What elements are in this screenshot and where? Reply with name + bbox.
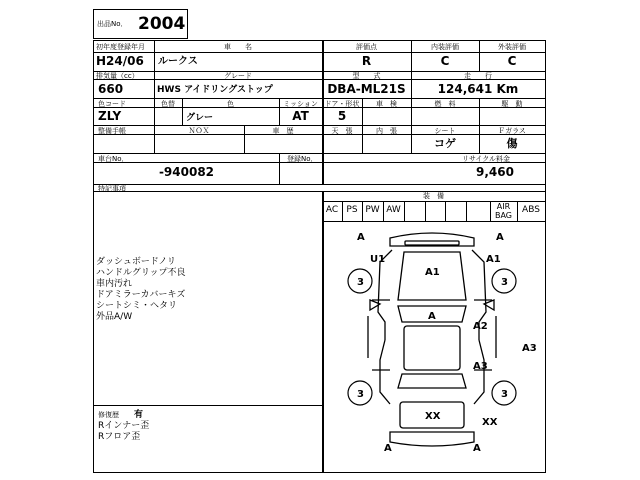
- mileage-value: 124,641 Km: [437, 82, 519, 96]
- interior-trim-label: 内 張: [376, 127, 397, 135]
- lot-label: 出品No．: [97, 20, 128, 28]
- chassis-label: 車台No．: [98, 155, 129, 163]
- seat-value: コゲ: [434, 137, 456, 150]
- equipment-label: 装 備: [423, 192, 444, 200]
- mark-fr-wheel: 3: [501, 277, 508, 288]
- color-value: グレー: [186, 113, 214, 123]
- mark-xx-bumper: XX: [482, 417, 498, 428]
- note-item: 車内汚れ: [96, 279, 133, 289]
- nox-label: ＮＯＸ: [188, 127, 210, 135]
- exterior-label: 外装評価: [498, 43, 526, 51]
- mark-xx-rear: XX: [425, 411, 441, 422]
- drive-label: 駆 動: [501, 100, 523, 108]
- interior-value: C: [440, 54, 450, 68]
- equip-abs: ABS: [522, 205, 540, 215]
- car-name-label: 車 名: [224, 43, 252, 51]
- equip-ps: PS: [346, 205, 358, 215]
- grade-label: グレード: [224, 72, 252, 80]
- mark-a1-right: A1: [486, 254, 501, 265]
- repair-item: Rフロア歪: [98, 432, 141, 442]
- mission-label: ミッション: [283, 100, 318, 108]
- mark-a3-side: A3: [522, 343, 537, 354]
- model-label: 型 式: [352, 72, 381, 80]
- mileage-label: 走 行: [464, 72, 492, 80]
- color-code-value: ZLY: [98, 109, 122, 123]
- color-code-label: 色コード: [98, 100, 126, 108]
- exterior-value: C: [507, 54, 517, 68]
- mark-rl-wheel: 3: [357, 389, 364, 400]
- equip-pw: PW: [365, 205, 380, 215]
- note-item: ドアミラーカバーキズ: [96, 290, 186, 300]
- mark-front-right: A: [496, 232, 504, 243]
- mark-roof: A: [428, 311, 436, 322]
- equip-airbag: AIR BAG: [494, 202, 513, 220]
- notes-label: 特記事項: [98, 185, 126, 193]
- model-value: DBA-ML21S: [327, 82, 406, 96]
- equip-ac: AC: [325, 205, 339, 215]
- lot-number: 2004: [138, 14, 186, 34]
- inspection-label: 車 検: [376, 100, 397, 108]
- fuel-label: 燃 料: [434, 100, 456, 108]
- repair-item: Rインナー歪: [98, 421, 150, 431]
- first-reg-value: H24/06: [96, 54, 144, 68]
- recycle-value: 9,460: [476, 165, 514, 179]
- mark-rear-right: A: [473, 443, 481, 454]
- note-item: ダッシュボードノリ: [96, 257, 176, 267]
- history-label: 車 歴: [272, 127, 294, 135]
- cc-label: 排気量（cc）: [96, 72, 139, 80]
- mark-front-left: A: [357, 232, 365, 243]
- equip-aw: AW: [386, 205, 401, 215]
- registration-label: 登録No．: [287, 155, 318, 163]
- roof-label: 天 張: [331, 127, 353, 135]
- color-change-label: 色替: [161, 100, 175, 108]
- grade-value: HWS アイドリングストップ: [157, 85, 273, 95]
- mark-fl-wheel: 3: [357, 277, 364, 288]
- manual-label: 整備手帳: [98, 127, 126, 135]
- score-value: R: [361, 54, 372, 68]
- glass-value: 傷: [506, 137, 518, 150]
- note-item: シートシミ・ヘタリ: [96, 301, 178, 311]
- mark-a1-hood: A1: [425, 267, 440, 278]
- seat-label: シート: [434, 127, 456, 135]
- mark-rear-left: A: [384, 443, 392, 454]
- mark-a3-rear: A3: [473, 361, 488, 372]
- car-name-value: ルークス: [158, 56, 198, 67]
- mark-u1: U1: [370, 254, 386, 265]
- cc-value: 660: [98, 82, 124, 96]
- chassis-value: -940082: [158, 165, 215, 179]
- mark-a2: A2: [473, 321, 488, 332]
- interior-label: 内装評価: [431, 43, 459, 51]
- glass-label: Ｆガラス: [498, 127, 526, 135]
- doors-label: ドア・形状: [324, 100, 360, 108]
- mission-value: AT: [292, 109, 309, 123]
- mark-rr-wheel: 3: [501, 389, 508, 400]
- repair-value: 有: [134, 410, 144, 420]
- score-label: 評価点: [356, 43, 377, 51]
- recycle-label: リサイクル料金: [462, 155, 511, 163]
- doors-value: 5: [337, 109, 347, 123]
- note-item: 外品A/W: [96, 312, 133, 322]
- color-label: 色: [227, 100, 234, 108]
- note-item: ハンドルグリップ不良: [96, 268, 186, 278]
- first-reg-label: 初年度登録年月: [96, 43, 145, 51]
- repair-label: 修復歴: [98, 411, 119, 419]
